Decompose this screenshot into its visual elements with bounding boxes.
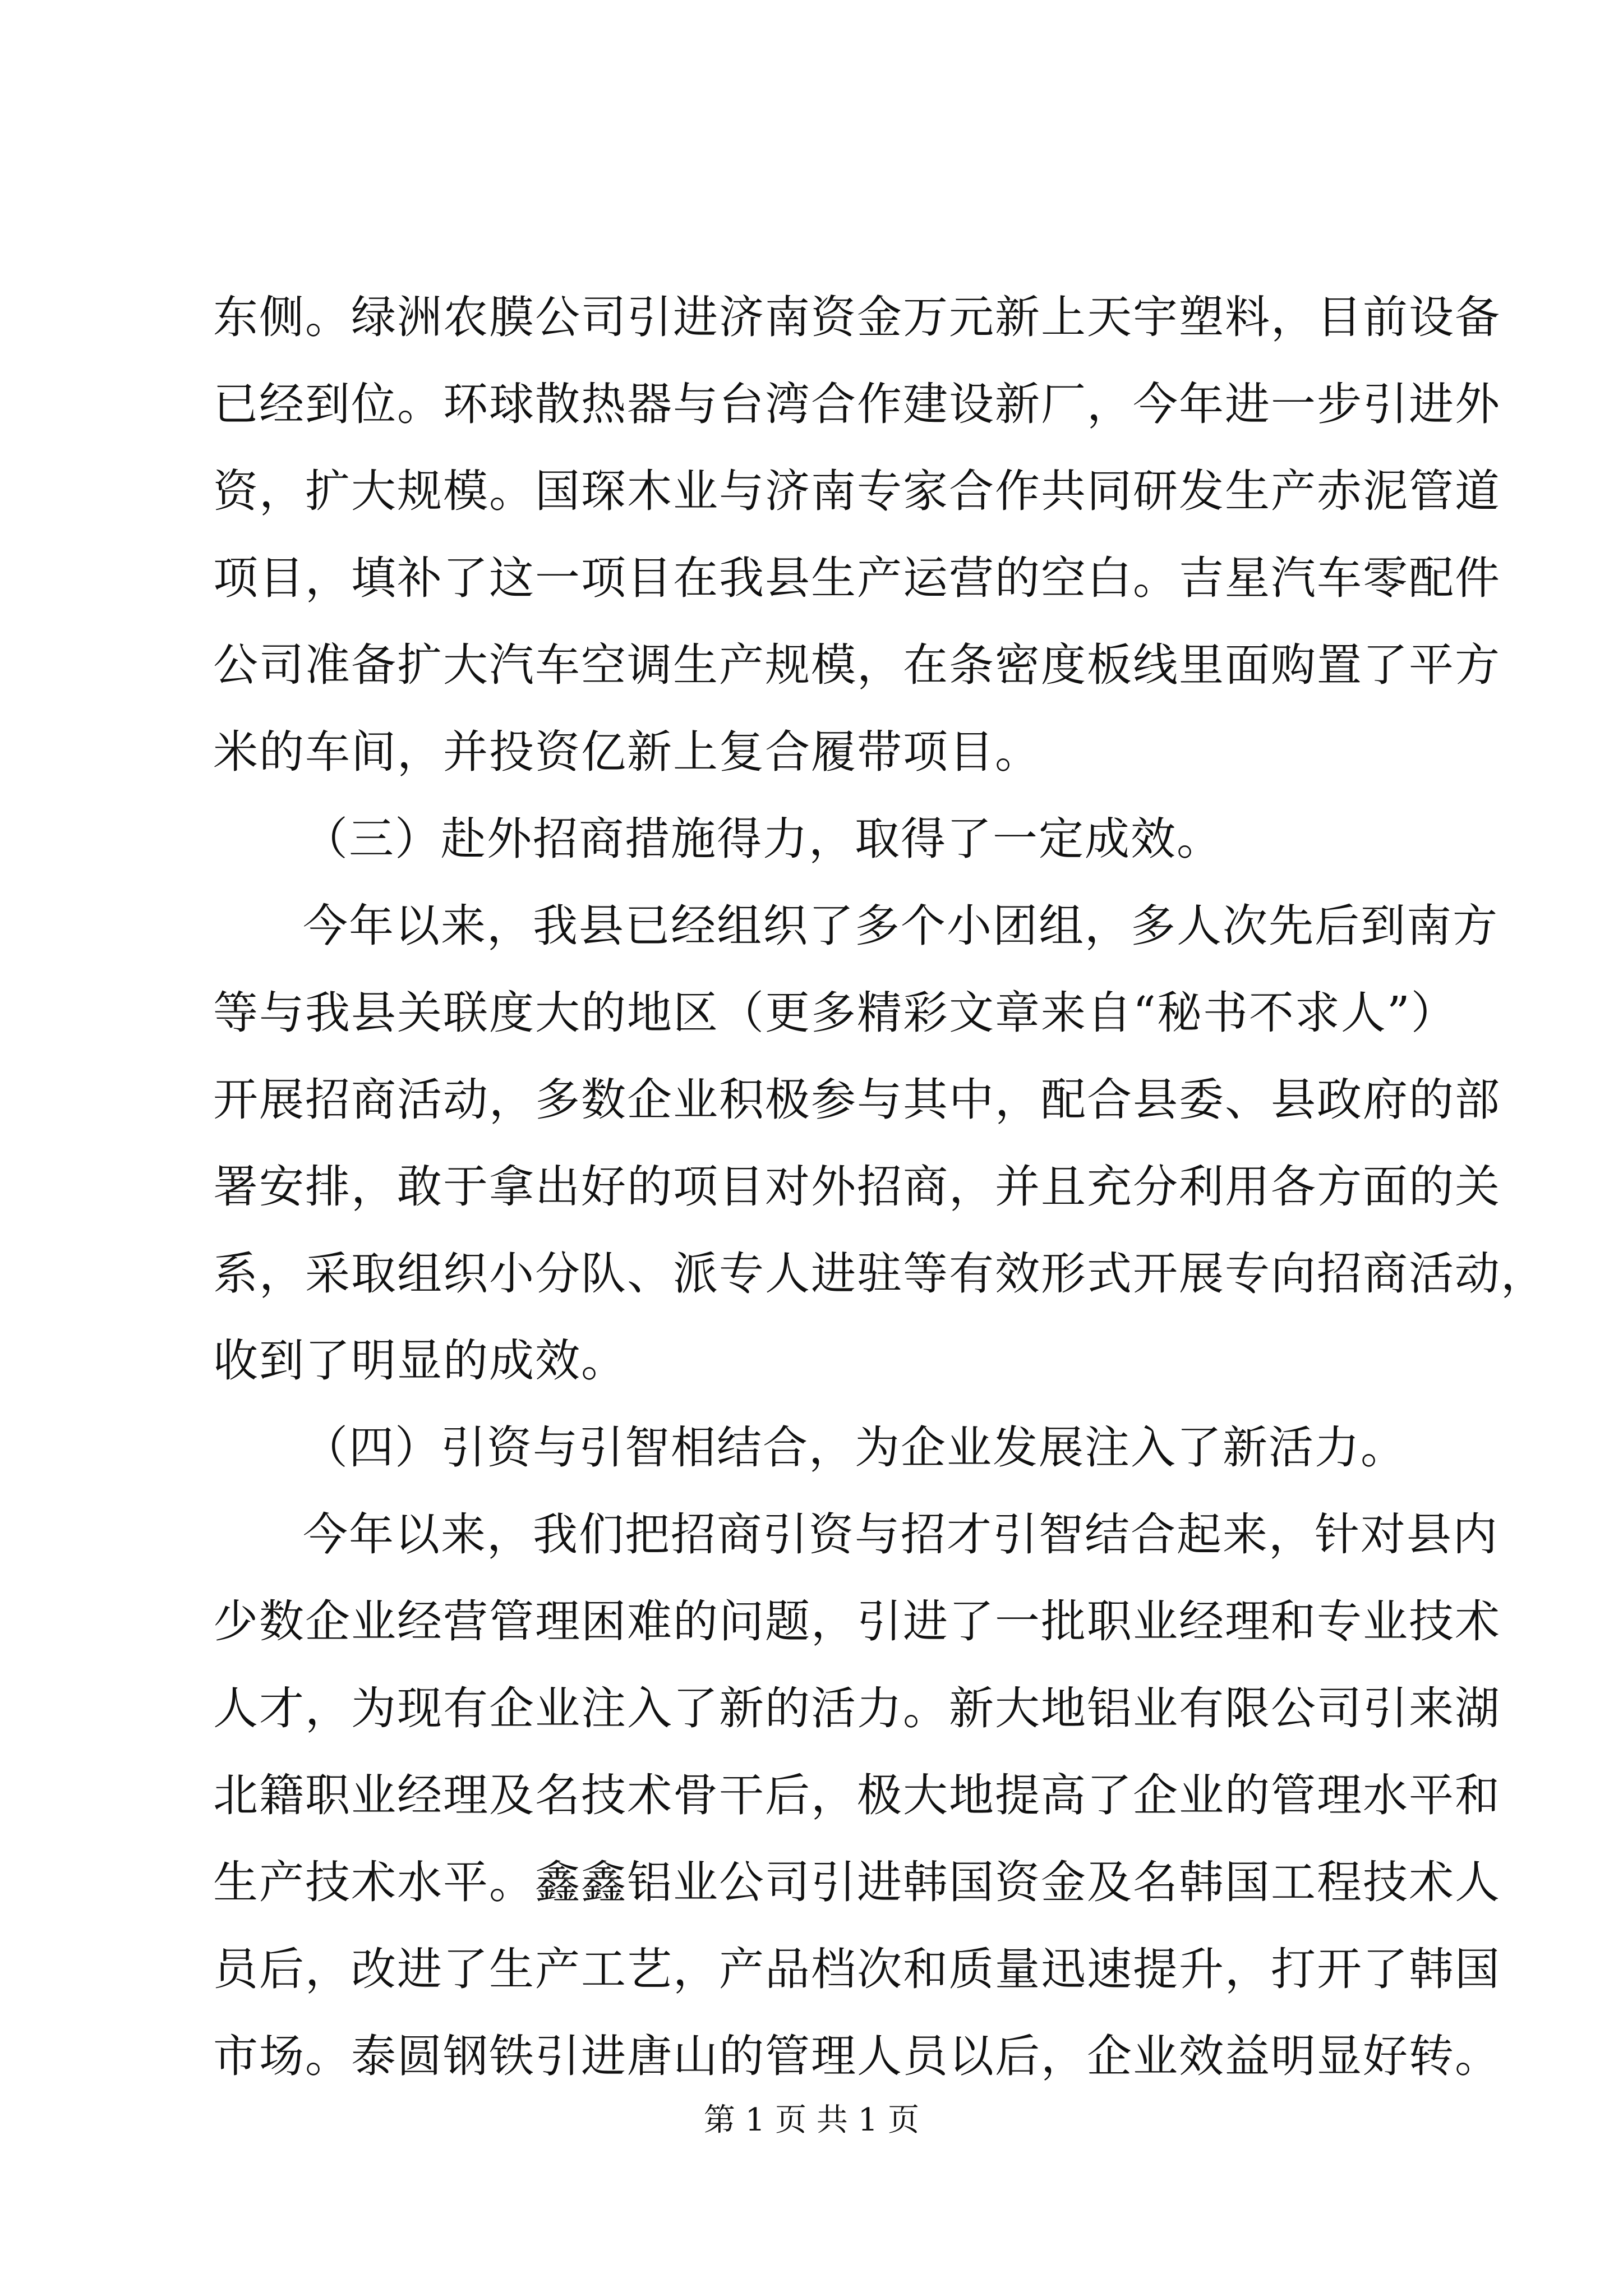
text-line: 已经到位。环球散热器与台湾合作建设新厂，今年进一步引进外 — [213, 378, 1501, 430]
text-line: 员后，改进了生产工艺，产品档次和质量迅速提升，打开了韩国 — [213, 1943, 1501, 1995]
section-heading-four: （四）引资与引智相结合，为企业发展注入了新活力。 — [303, 1421, 1407, 1474]
text-line: 收到了明显的成效。 — [213, 1335, 627, 1387]
text-line: 等与我县关联度大的地区（更多精彩文章来自“秘书不求人”） — [213, 987, 1457, 1039]
text-line: 资，扩大规模。国琛木业与济南专家合作共同研发生产赤泥管道 — [213, 465, 1501, 517]
text-line: 今年以来，我县已经组织了多个小团组，多人次先后到南方 — [303, 900, 1498, 952]
text-line: 市场。泰圆钢铁引进唐山的管理人员以后，企业效益明显好转。 — [213, 2030, 1501, 2082]
text-line: 人才，为现有企业注入了新的活力。新大地铝业有限公司引来湖 — [213, 1682, 1501, 1734]
page-footer: 第 1 页 共 1 页 — [703, 2102, 920, 2138]
section-heading-three: （三）赴外招商措施得力，取得了一定成效。 — [303, 813, 1223, 865]
text-line: 今年以来，我们把招商引资与招才引智结合起来，针对县内 — [303, 1508, 1498, 1561]
text-line: 项目，填补了这一项目在我县生产运营的空白。吉星汽车零配件 — [213, 552, 1501, 604]
text-line: 少数企业经营管理困难的问题，引进了一批职业经理和专业技术 — [213, 1595, 1501, 1648]
text-line: 开展招商活动，多数企业积极参与其中，配合县委、县政府的部 — [213, 1074, 1501, 1126]
text-line: 公司准备扩大汽车空调生产规模，在条密度板线里面购置了平方 — [213, 639, 1501, 691]
text-line: 系，采取组织小分队、派专人进驻等有效形式开展专向招商活动， — [213, 1248, 1547, 1300]
text-line: 东侧。绿洲农膜公司引进济南资金万元新上天宇塑料，目前设备 — [213, 291, 1501, 343]
text-line: 北籍职业经理及名技术骨干后，极大地提高了企业的管理水平和 — [213, 1769, 1501, 1821]
document-body — [213, 274, 1547, 2100]
text-line: 署安排，敢于拿出好的项目对外招商，并且充分利用各方面的关 — [213, 1161, 1501, 1213]
text-line: 生产技术水平。鑫鑫铝业公司引进韩国资金及名韩国工程技术人 — [213, 1856, 1501, 1908]
text-line: 米的车间，并投资亿新上复合履带项目。 — [213, 726, 1041, 778]
